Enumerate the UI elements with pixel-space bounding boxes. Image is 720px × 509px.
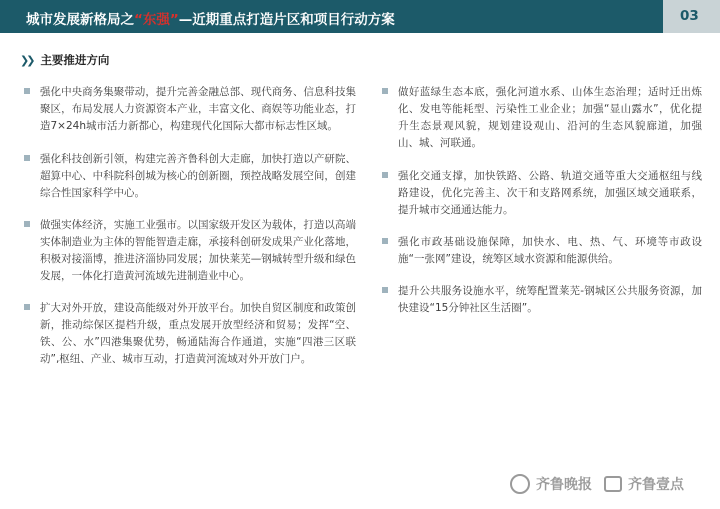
list-item-text: 提升公共服务设施水平，统筹配置莱芜-钢城区公共服务资源，加快建设“15分钟社区生活圈”。 xyxy=(398,285,702,314)
list-item xyxy=(382,234,702,268)
list-item-text: 强化科技创新引领，构建完善齐鲁科创大走廊，加快打造以产研院、超算中心、中科院科创城为核心的创新圈，预控战略发展空间，创建综合性国家科学中心。 xyxy=(40,153,356,199)
title-highlight: “东强” xyxy=(134,12,179,28)
list-item xyxy=(382,168,702,219)
section-heading xyxy=(20,52,109,68)
list-item-text: 强化中央商务集聚带动，提升完善金融总部、现代商务、信息科技集聚区，布局发展人力资源资本产业，丰富文化、商娱等功能业态，打造7×24h城市活力新都心，构建现代化国际大都市标志性区域。 xyxy=(40,86,356,132)
square-bullet-icon xyxy=(382,88,388,94)
list-item-text: 强化市政基础设施保障，加快水、电、热、气、环境等市政设施“一张网”建设，统筹区域水资源和能源供给。 xyxy=(398,236,702,265)
list-item-text: 做好蓝绿生态本底，强化河道水系、山体生态治理；适时迁出炼化、发电等能耗型、污染性工业企业；加强“显山露水”，优化提升生态景观风貌，规划建设观山、沿河的生态风貌廊道，加强山、城、河联通。 xyxy=(398,86,702,149)
section-heading-text: 主要推进方向 xyxy=(40,53,110,67)
app-logo-icon xyxy=(604,476,622,492)
square-bullet-icon xyxy=(24,221,30,227)
page-title xyxy=(26,8,395,28)
list-item-text: 强化交通支撑，加快铁路、公路、轨道交通等重大交通枢纽与线路建设，优化完善主、次干和支路网系统，加强区域交通联系，提升城市交通通达能力。 xyxy=(398,170,702,216)
list-item xyxy=(382,283,702,317)
square-bullet-icon xyxy=(24,304,30,310)
watermark-brand-script: 齐鲁晚报 xyxy=(536,477,592,493)
list-item xyxy=(24,151,356,202)
header-bar xyxy=(0,0,663,33)
list-item xyxy=(382,84,702,152)
newspaper-logo-icon xyxy=(510,474,530,494)
right-column xyxy=(382,84,702,317)
title-prefix: 城市发展新格局之 xyxy=(26,12,134,28)
list-item xyxy=(24,84,356,135)
list-item xyxy=(24,217,356,285)
square-bullet-icon xyxy=(382,172,388,178)
watermark xyxy=(510,470,710,498)
double-chevron-icon: ❯❯ xyxy=(20,53,33,67)
list-item-text: 做强实体经济，实施工业强市。以国家级开发区为载体，打造以高端实体制造业为主体的智能智造走廊，承接科创研发成果产业化落地，积极对接淄博，推进济淄协同发展；加快莱芜—钢城转型升级和绿色发展，一体化打造黄河流域先进制造业中心。 xyxy=(40,219,356,282)
square-bullet-icon xyxy=(382,238,388,244)
page-number: 03 xyxy=(680,8,699,24)
title-suffix: —近期重点打造片区和项目行动方案 xyxy=(178,12,395,28)
square-bullet-icon xyxy=(382,287,388,293)
square-bullet-icon xyxy=(24,155,30,161)
header xyxy=(0,0,720,33)
list-item-text: 扩大对外开放，建设高能级对外开放平台。加快自贸区制度和政策创新，推动综保区提档升级，重点发展开放型经济和贸易；发挥“空、铁、公、水”四港集聚优势，畅通陆海合作通道，实施“四港三区联动”,枢纽、产业、城市互动，打造黄河流域对外开放门户。 xyxy=(40,302,356,365)
square-bullet-icon xyxy=(24,88,30,94)
list-item xyxy=(24,300,356,368)
watermark-brand-app: 齐鲁壹点 xyxy=(628,477,684,493)
left-column xyxy=(24,84,356,368)
